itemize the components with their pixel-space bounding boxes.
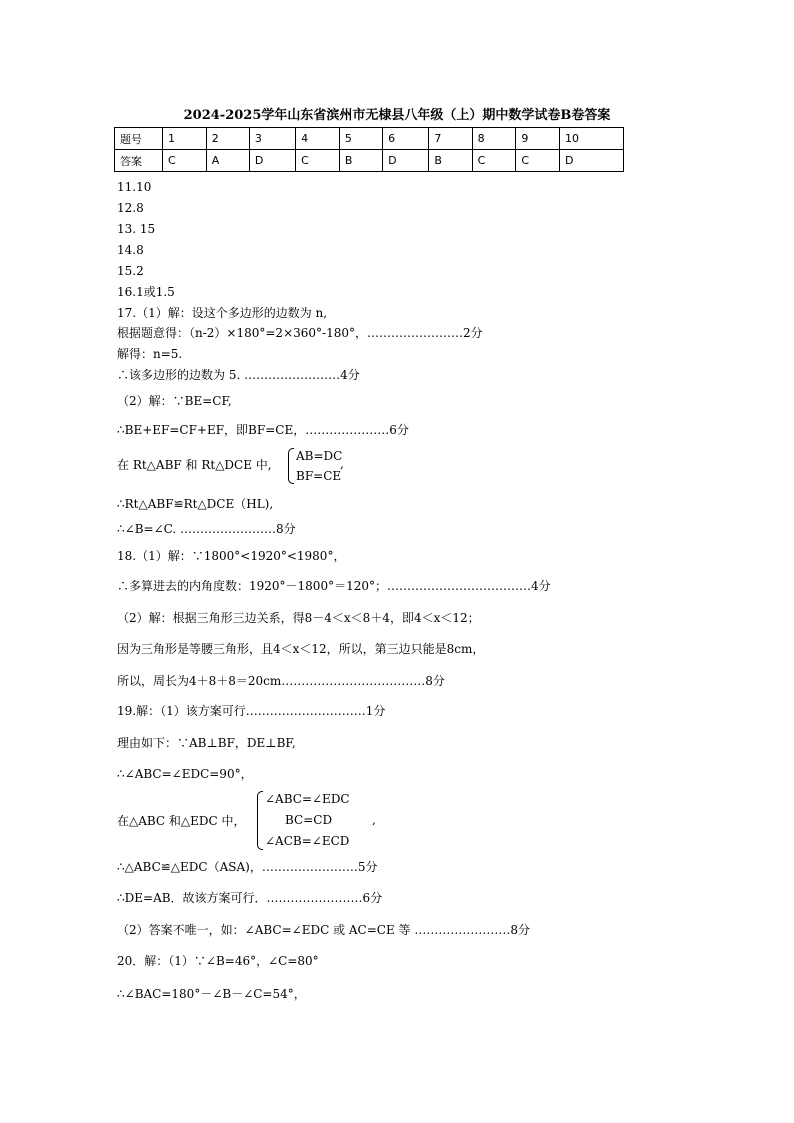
- table-row: [115, 128, 624, 150]
- q19-line-1: 19.解：（1）该方案可行…………………………1分: [117, 704, 386, 718]
- q19-line-2: 理由如下：∵AB⊥BF，DE⊥BF,: [117, 736, 296, 750]
- q17-line-2: 根据题意得：（n-2）×180°=2×360°-180°，……………………2分: [117, 326, 483, 340]
- table-cell: C: [163, 150, 207, 172]
- answer-14: 14.8: [117, 243, 144, 257]
- table-cell: 8: [472, 128, 516, 150]
- row-header: 题号: [115, 128, 163, 150]
- q17-line-3: 解得：n=5.: [117, 347, 183, 361]
- q19-line-5: ∴△ABC≌△EDC（ASA)，……………………5分: [117, 860, 378, 874]
- q17-line-1: 17.（1）解：设这个多边形的边数为 n,: [117, 306, 328, 320]
- system-comma: ,: [340, 457, 344, 471]
- table-cell: 10: [560, 128, 624, 150]
- answer-11: 11.10: [117, 180, 152, 194]
- equation-system: [257, 789, 350, 852]
- q19-line-7: （2）答案不唯一，如：∠ABC=∠EDC 或 AC=CE 等 ……………………8分: [117, 923, 530, 937]
- q18-line-1: 18.（1）解：∵1800°<1920°<1980°，: [117, 549, 346, 563]
- equation: ∠ABC=∠EDC: [265, 792, 350, 806]
- table-cell: A: [206, 150, 249, 172]
- table-cell: 6: [383, 128, 429, 150]
- answer-16: 16.1或1.5: [117, 285, 175, 299]
- table-cell: 7: [429, 128, 472, 150]
- table-cell: C: [472, 150, 516, 172]
- q17-line-4: ∴该多边形的边数为 5. ……………………4分: [117, 368, 360, 382]
- table-cell: C: [296, 150, 340, 172]
- q19-line-6: ∴DE=AB．故该方案可行．……………………6分: [117, 891, 383, 905]
- q19-line-3: ∴∠ABC=∠EDC=90°，: [117, 767, 253, 781]
- equation-system: [288, 446, 342, 486]
- table-cell: 2: [206, 128, 249, 150]
- q17-line-5: （2）解：∵BE=CF,: [117, 394, 232, 408]
- table-cell: D: [383, 150, 429, 172]
- answer-15: 15.2: [117, 264, 144, 278]
- q19-line-4: 在△ABC 和△EDC 中，: [117, 814, 246, 828]
- table-cell: 3: [249, 128, 295, 150]
- table-cell: D: [560, 150, 624, 172]
- q18-line-4: 因为三角形是等腰三角形，且4＜x＜12，所以，第三边只能是8cm，: [117, 642, 485, 656]
- q18-line-5: 所以，周长为4＋8＋8＝20cm………………………………8分: [117, 674, 445, 688]
- equation: ∠ACB=∠ECD: [265, 834, 350, 848]
- answer-12: 12.8: [117, 201, 144, 215]
- table-cell: 4: [296, 128, 340, 150]
- system-comma: ,: [372, 813, 376, 827]
- equation: BF=CE: [296, 469, 342, 483]
- q17-line-7: 在 Rt△ABF 和 Rt△DCE 中,: [117, 458, 272, 472]
- equation: AB=DC: [296, 449, 343, 463]
- table-cell: 1: [163, 128, 207, 150]
- row-header: 答案: [115, 150, 163, 172]
- table-cell: B: [429, 150, 472, 172]
- q18-line-3: （2）解：根据三角形三边关系，得8－4＜x＜8＋4，即4＜x＜12；: [117, 611, 480, 625]
- q17-line-6: ∴BE+EF=CF+EF，即BF=CE，…………………6分: [117, 423, 409, 437]
- page-title: 2024-2025学年山东省滨州市无棣县八年级（上）期中数学试卷B卷答案: [183, 108, 611, 123]
- table-cell: C: [516, 150, 560, 172]
- table-cell: 5: [339, 128, 382, 150]
- table-cell: B: [339, 150, 382, 172]
- q18-line-2: ∴多算进去的内角度数：1920°－1800°＝120°；………………………………4分: [117, 579, 551, 593]
- answer-13: 13. 15: [117, 222, 156, 236]
- q20-line-1: 20．解：（1）∵∠B=46°，∠C=80°: [117, 954, 319, 968]
- q20-line-2: ∴∠BAC=180°－∠B－∠C=54°，: [117, 987, 306, 1001]
- q17-line-8: ∴Rt△ABF≌Rt△DCE（HL),: [117, 497, 274, 511]
- answer-table: [114, 127, 624, 172]
- equation: BC=CD: [285, 813, 333, 827]
- table-cell: 9: [516, 128, 560, 150]
- table-row: [115, 150, 624, 172]
- table-cell: D: [249, 150, 295, 172]
- q17-line-9: ∴∠B=∠C. ……………………8分: [117, 522, 296, 536]
